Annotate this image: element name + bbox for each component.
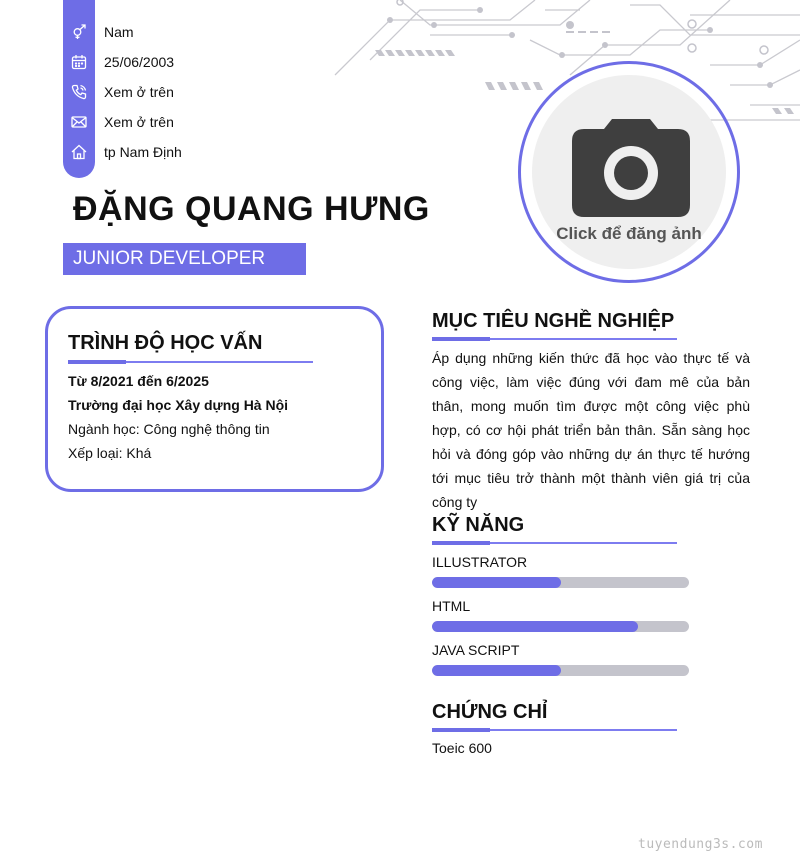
- contact-gender: [63, 17, 134, 47]
- candidate-name: ĐẶNG QUANG HƯNG: [73, 190, 430, 228]
- skill-bar-fill: [432, 665, 561, 676]
- skills-underline: [432, 542, 677, 544]
- education-underline: [68, 361, 313, 363]
- job-title: JUNIOR DEVELOPER: [63, 243, 306, 275]
- skill-bar: [432, 665, 689, 676]
- phone-icon: [63, 77, 95, 107]
- education-grade: Xếp loại: Khá: [68, 445, 152, 461]
- skill-name: ILLUSTRATOR: [432, 554, 528, 570]
- contact-phone: [63, 77, 174, 107]
- photo-placeholder: [532, 75, 726, 269]
- mail-icon: [63, 107, 95, 137]
- skill-bar: [432, 577, 689, 588]
- home-icon: [63, 137, 95, 167]
- camera-icon: [572, 115, 690, 219]
- contact-address: [63, 137, 182, 167]
- calendar-icon: [63, 47, 95, 77]
- skill-bar: [432, 621, 689, 632]
- watermark: tuyendung3s.com: [638, 837, 763, 852]
- gender-icon: [63, 17, 95, 47]
- objective-text: Áp dụng những kiến thức đã học vào thực tế và công việc, làm việc đúng với đam mê của bản thân, mong muốn tìm được một công việc phù hợp, có cơ hội phát triển bản thân. Sẵn sàng học hỏi và đóng góp vào những dự án thực tế hướng tới mục tiêu trở thành một thành viên giá trị của công ty: [432, 350, 750, 510]
- photo-upload-label: Click để đăng ảnh: [556, 224, 702, 243]
- address-value: tp Nam Định: [104, 144, 182, 160]
- skill-name: HTML: [432, 598, 471, 614]
- skill-name: JAVA SCRIPT: [432, 642, 520, 658]
- objective-underline: [432, 338, 677, 340]
- objective-title: MỤC TIÊU NGHỀ NGHIỆP: [432, 310, 675, 332]
- certificates-underline: [432, 729, 677, 731]
- education-major: Ngành học: Công nghệ thông tin: [68, 421, 270, 437]
- contact-dob: [63, 47, 174, 77]
- education-school: Trường đại học Xây dựng Hà Nội: [68, 397, 289, 413]
- certificate-item: Toeic 600: [432, 740, 492, 756]
- skill-bar-fill: [432, 577, 561, 588]
- phone-value: Xem ở trên: [104, 84, 174, 100]
- dob-value: 25/06/2003: [104, 54, 175, 70]
- photo-upload[interactable]: [518, 61, 740, 283]
- skills-title: KỸ NĂNG: [432, 514, 525, 536]
- education-title: TRÌNH ĐỘ HỌC VẤN: [68, 332, 263, 354]
- certificates-title: CHỨNG CHỈ: [432, 701, 548, 723]
- gender-value: Nam: [104, 24, 134, 40]
- contact-email: [63, 107, 174, 137]
- education-period: Từ 8/2021 đến 6/2025: [68, 373, 209, 389]
- skill-bar-fill: [432, 621, 638, 632]
- email-value: Xem ở trên: [104, 114, 174, 130]
